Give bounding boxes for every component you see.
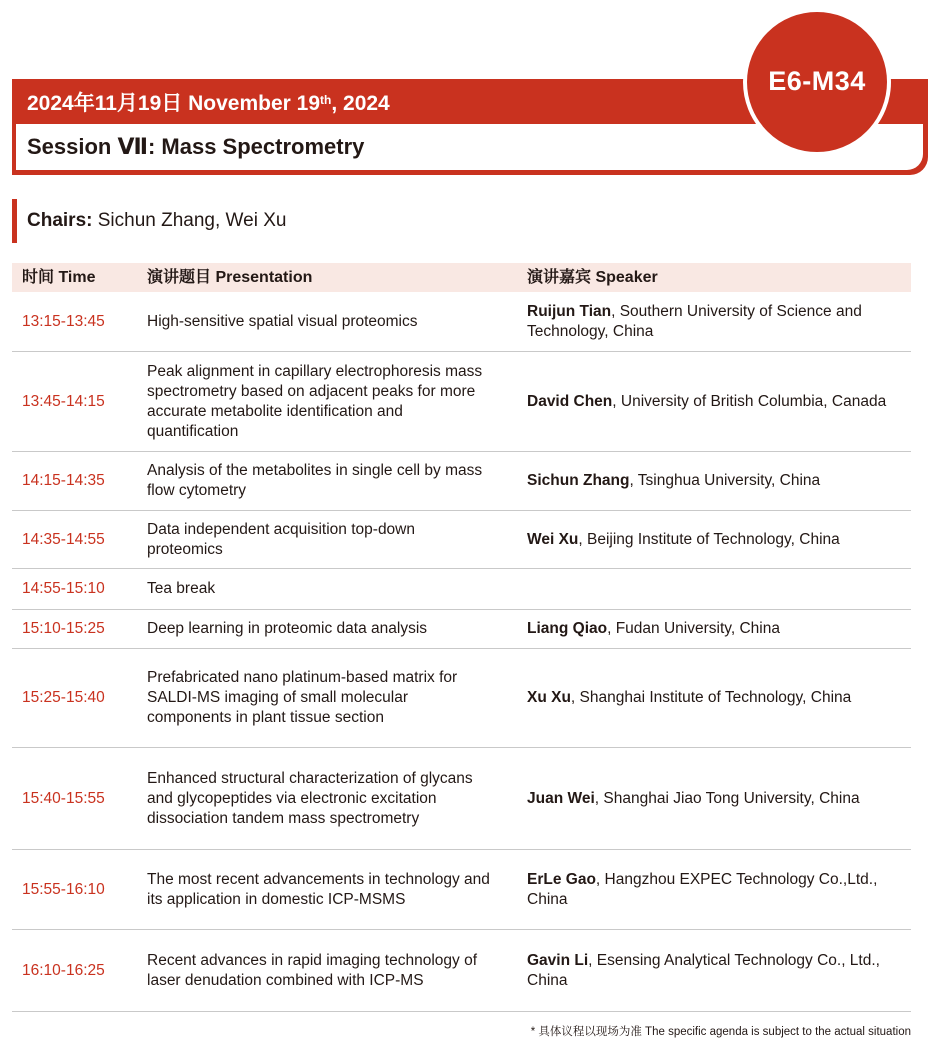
session-date: 2024年11月19日 November 19th, 2024 [27, 92, 390, 115]
row-speaker: David Chen, University of British Columbia, Canada [527, 392, 887, 410]
row-presentation: High-sensitive spatial visual proteomics [147, 312, 418, 330]
row-speaker [527, 569, 907, 609]
row-speaker: Sichun Zhang, Tsinghua University, China [527, 472, 821, 489]
row-time: 14:35-14:55 [22, 530, 105, 548]
row-presentation: The most recent advancements in technology and its application in domestic ICP-MSMS [147, 870, 490, 908]
table-row [12, 850, 911, 930]
table-row [12, 610, 911, 649]
table-row [12, 292, 911, 352]
table-row [12, 569, 911, 610]
row-speaker: Juan Wei, Shanghai Jiao Tong University, China [527, 789, 860, 807]
chairs-label: Chairs: [27, 210, 93, 231]
chairs-names: Sichun Zhang, Wei Xu [92, 210, 287, 231]
row-presentation: Enhanced structural characterization of glycans and glycopeptides via electronic excitation dissociation tandem mass spectrometry [147, 769, 473, 827]
row-speaker: Liang Qiao, Fudan University, China [527, 620, 780, 637]
row-speaker: Gavin Li, Esensing Analytical Technology Co., Ltd., China [527, 951, 880, 989]
table-row [12, 649, 911, 748]
table-row [12, 352, 911, 452]
table-row [12, 748, 911, 850]
agenda-table [12, 292, 911, 1012]
row-presentation: Data independent acquisition top-down proteomics [147, 520, 415, 558]
row-time: 13:15-13:45 [22, 312, 105, 330]
row-presentation: Peak alignment in capillary electrophoresis mass spectrometry based on adjacent peaks for more accurate metabolite identification and quantification [147, 362, 483, 440]
header-speaker: 演讲嘉宾 Speaker [527, 269, 658, 286]
header-presentation: 演讲题目 Presentation [147, 269, 313, 286]
chairs-line [12, 199, 286, 243]
header-time: 时间 Time [22, 269, 96, 286]
table-header [12, 263, 911, 292]
agenda-footnote: * 具体议程以现场为准 The specific agenda is subject to the actual situation [530, 1026, 911, 1038]
row-time: 13:45-14:15 [22, 392, 105, 410]
row-time: 15:25-15:40 [22, 689, 105, 706]
row-time: 15:55-16:10 [22, 880, 105, 898]
table-row [12, 511, 911, 569]
row-presentation: Deep learning in proteomic data analysis [147, 620, 428, 637]
row-presentation: Recent advances in rapid imaging technology of laser denudation combined with ICP-MS [147, 951, 478, 989]
row-speaker: ErLe Gao, Hangzhou EXPEC Technology Co.,Ltd., China [527, 870, 878, 908]
row-presentation: Prefabricated nano platinum-based matrix for SALDI-MS imaging of small molecular components in plant tissue section [147, 669, 458, 726]
row-presentation: Analysis of the metabolites in single cell by mass flow cytometry [147, 462, 483, 499]
room-code-badge: E6-M34 [743, 8, 891, 156]
row-time: 15:40-15:55 [22, 789, 105, 807]
row-speaker: Xu Xu, Shanghai Institute of Technology, China [527, 689, 852, 706]
row-speaker: Ruijun Tian, Southern University of Science and Technology, China [527, 302, 862, 340]
row-time: 14:55-15:10 [22, 580, 105, 597]
row-presentation: Tea break [147, 580, 216, 597]
table-row [12, 452, 911, 511]
row-time: 15:10-15:25 [22, 620, 105, 637]
table-row [12, 930, 911, 1012]
row-time: 14:15-14:35 [22, 472, 105, 489]
row-time: 16:10-16:25 [22, 961, 105, 979]
session-title: Session Ⅶ: Mass Spectrometry [27, 134, 365, 159]
row-speaker: Wei Xu, Beijing Institute of Technology, China [527, 530, 840, 548]
